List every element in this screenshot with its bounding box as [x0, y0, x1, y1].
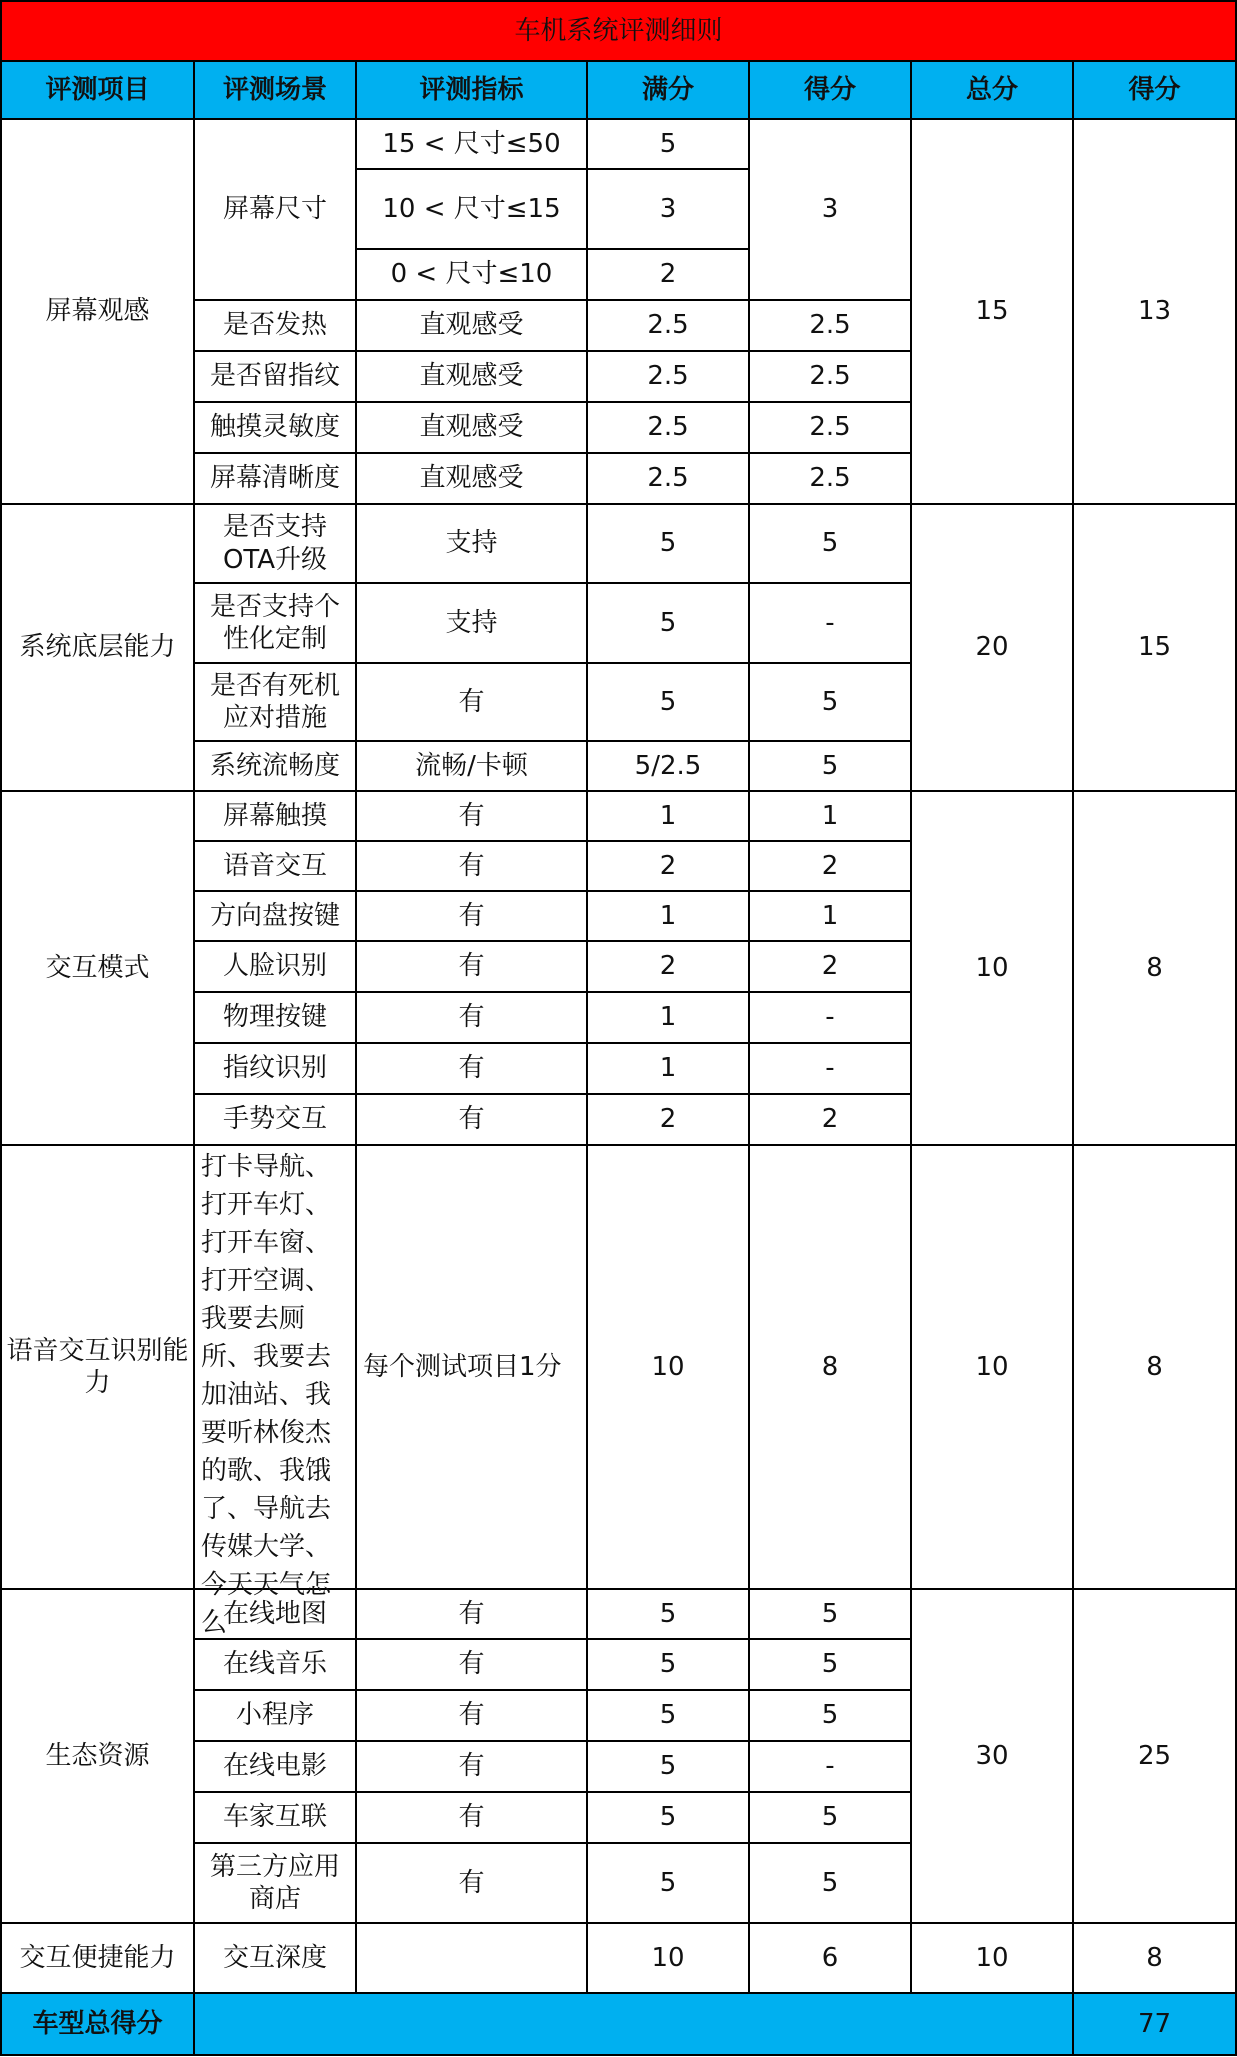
scene-cell: 是否发热 — [194, 300, 356, 351]
scene-cell: 车家互联 — [194, 1792, 356, 1843]
total-screen: 15 — [911, 119, 1073, 504]
score-cell: 2.5 — [749, 453, 911, 504]
full-score-cell: 5 — [587, 1690, 749, 1741]
indicator-cell: 有 — [356, 1690, 587, 1741]
full-score-convenience: 10 — [587, 1923, 749, 1993]
score-cell: 5 — [749, 1589, 911, 1639]
full-score-cell: 5/2.5 — [587, 741, 749, 791]
score-cell: 2.5 — [749, 300, 911, 351]
total-voice: 10 — [911, 1145, 1073, 1589]
indicator-cell: 有 — [356, 1792, 587, 1843]
score-cell: - — [749, 1043, 911, 1094]
scene-cell: 在线地图 — [194, 1589, 356, 1639]
scene-cell: 手势交互 — [194, 1094, 356, 1145]
scene-screen-size: 屏幕尺寸 — [194, 119, 356, 300]
obtained-screen: 13 — [1073, 119, 1236, 504]
score-cell: - — [749, 992, 911, 1043]
score-cell: 2 — [749, 841, 911, 891]
summary-value: 77 — [1073, 1993, 1236, 2055]
header-scene: 评测场景 — [194, 61, 356, 119]
score-cell: 1 — [749, 791, 911, 841]
full-score-cell: 2 — [587, 841, 749, 891]
score-cell: 5 — [749, 1792, 911, 1843]
scene-cell: 是否留指纹 — [194, 351, 356, 402]
table-row — [1, 791, 1236, 841]
indicator-cell: 有 — [356, 1043, 587, 1094]
scene-cell: 是否支持OTA升级 — [194, 504, 356, 583]
full-score-cell: 1 — [587, 891, 749, 941]
indicator-cell: 支持 — [356, 583, 587, 663]
indicator-cell: 10 < 尺寸≤15 — [356, 169, 587, 249]
table-row — [1, 1145, 1236, 1589]
total-system: 20 — [911, 504, 1073, 791]
indicator-cell: 直观感受 — [356, 300, 587, 351]
score-cell: 5 — [749, 1843, 911, 1923]
scene-cell: 系统流畅度 — [194, 741, 356, 791]
header-indicator: 评测指标 — [356, 61, 587, 119]
indicator-voice: 每个测试项目1分 — [356, 1145, 587, 1589]
indicator-cell: 有 — [356, 663, 587, 741]
scene-cell: 是否有死机应对措施 — [194, 663, 356, 741]
score-cell: 2.5 — [749, 351, 911, 402]
header-full-score: 满分 — [587, 61, 749, 119]
indicator-cell: 15 < 尺寸≤50 — [356, 119, 587, 169]
full-score-cell: 5 — [587, 119, 749, 169]
summary-label: 车型总得分 — [1, 1993, 194, 2055]
score-screen-size: 3 — [749, 119, 911, 300]
score-voice: 8 — [749, 1145, 911, 1589]
full-score-cell: 5 — [587, 1741, 749, 1792]
score-cell: 5 — [749, 1639, 911, 1690]
scene-cell: 方向盘按键 — [194, 891, 356, 941]
indicator-cell: 有 — [356, 1843, 587, 1923]
full-score-cell: 5 — [587, 663, 749, 741]
obtained-ecosystem: 25 — [1073, 1589, 1236, 1923]
indicator-cell: 有 — [356, 941, 587, 992]
full-score-cell: 2.5 — [587, 351, 749, 402]
scene-cell: 在线音乐 — [194, 1639, 356, 1690]
indicator-cell: 0 < 尺寸≤10 — [356, 249, 587, 300]
scene-cell: 人脸识别 — [194, 941, 356, 992]
obtained-convenience: 8 — [1073, 1923, 1236, 1993]
obtained-system: 15 — [1073, 504, 1236, 791]
full-score-cell: 5 — [587, 504, 749, 583]
score-cell: 2 — [749, 941, 911, 992]
full-score-cell: 3 — [587, 169, 749, 249]
table-row — [1, 504, 1236, 583]
item-system: 系统底层能力 — [1, 504, 194, 791]
score-cell: 2.5 — [749, 402, 911, 453]
header-item: 评测项目 — [1, 61, 194, 119]
scene-cell: 指纹识别 — [194, 1043, 356, 1094]
summary-row — [1, 1993, 1236, 2055]
full-score-cell: 2.5 — [587, 453, 749, 504]
header-row — [1, 61, 1236, 119]
scene-cell: 语音交互 — [194, 841, 356, 891]
score-cell: - — [749, 1741, 911, 1792]
indicator-cell: 支持 — [356, 504, 587, 583]
indicator-cell: 有 — [356, 791, 587, 841]
indicator-cell: 有 — [356, 841, 587, 891]
indicator-cell: 有 — [356, 1094, 587, 1145]
full-score-cell: 1 — [587, 1043, 749, 1094]
table-row — [1, 119, 1236, 169]
full-score-cell: 5 — [587, 1843, 749, 1923]
obtained-voice: 8 — [1073, 1145, 1236, 1589]
full-score-cell: 2 — [587, 1094, 749, 1145]
total-convenience: 10 — [911, 1923, 1073, 1993]
full-score-cell: 5 — [587, 1639, 749, 1690]
full-score-cell: 2.5 — [587, 300, 749, 351]
summary-spacer — [194, 1993, 1073, 2055]
obtained-interaction: 8 — [1073, 791, 1236, 1145]
total-interaction: 10 — [911, 791, 1073, 1145]
scene-cell: 物理按键 — [194, 992, 356, 1043]
full-score-cell: 1 — [587, 992, 749, 1043]
score-cell: 5 — [749, 741, 911, 791]
table-row — [1, 1923, 1236, 1993]
indicator-convenience — [356, 1923, 587, 1993]
full-score-cell: 2.5 — [587, 402, 749, 453]
full-score-cell: 5 — [587, 1792, 749, 1843]
scene-voice-list: 打卡导航、打开车灯、打开车窗、打开空调、我要去厕所、我要去加油站、我要听林俊杰的歌、我饿了、导航去传媒大学、今天天气怎么 — [201, 1152, 332, 1638]
score-cell: - — [749, 583, 911, 663]
scene-cell: 屏幕触摸 — [194, 791, 356, 841]
indicator-cell: 有 — [356, 992, 587, 1043]
item-voice: 语音交互识别能力 — [1, 1145, 194, 1589]
indicator-cell: 直观感受 — [356, 453, 587, 504]
indicator-cell: 直观感受 — [356, 351, 587, 402]
full-score-cell: 2 — [587, 941, 749, 992]
item-ecosystem: 生态资源 — [1, 1589, 194, 1923]
scene-cell: 在线电影 — [194, 1741, 356, 1792]
table-row — [1, 1589, 1236, 1639]
score-cell: 2 — [749, 1094, 911, 1145]
indicator-cell: 有 — [356, 1639, 587, 1690]
item-interaction: 交互模式 — [1, 791, 194, 1145]
full-score-voice: 10 — [587, 1145, 749, 1589]
total-ecosystem: 30 — [911, 1589, 1073, 1923]
full-score-cell: 2 — [587, 249, 749, 300]
header-obtained: 得分 — [1073, 61, 1236, 119]
full-score-cell: 5 — [587, 583, 749, 663]
scene-cell: 第三方应用商店 — [194, 1843, 356, 1923]
indicator-cell: 流畅/卡顿 — [356, 741, 587, 791]
score-cell: 5 — [749, 504, 911, 583]
item-screen: 屏幕观感 — [1, 119, 194, 504]
indicator-cell: 直观感受 — [356, 402, 587, 453]
indicator-cell: 有 — [356, 1589, 587, 1639]
scene-cell: 触摸灵敏度 — [194, 402, 356, 453]
scene-convenience: 交互深度 — [194, 1923, 356, 1993]
scene-cell: 屏幕清晰度 — [194, 453, 356, 504]
full-score-cell: 5 — [587, 1589, 749, 1639]
score-cell: 1 — [749, 891, 911, 941]
score-convenience: 6 — [749, 1923, 911, 1993]
indicator-cell: 有 — [356, 1741, 587, 1792]
header-score: 得分 — [749, 61, 911, 119]
scene-cell: 小程序 — [194, 1690, 356, 1741]
full-score-cell: 1 — [587, 791, 749, 841]
indicator-cell: 有 — [356, 891, 587, 941]
header-total: 总分 — [911, 61, 1073, 119]
item-convenience: 交互便捷能力 — [1, 1923, 194, 1993]
score-cell: 5 — [749, 1690, 911, 1741]
table-title: 车机系统评测细则 — [1, 1, 1236, 61]
score-cell: 5 — [749, 663, 911, 741]
scene-cell: 是否支持个性化定制 — [194, 583, 356, 663]
